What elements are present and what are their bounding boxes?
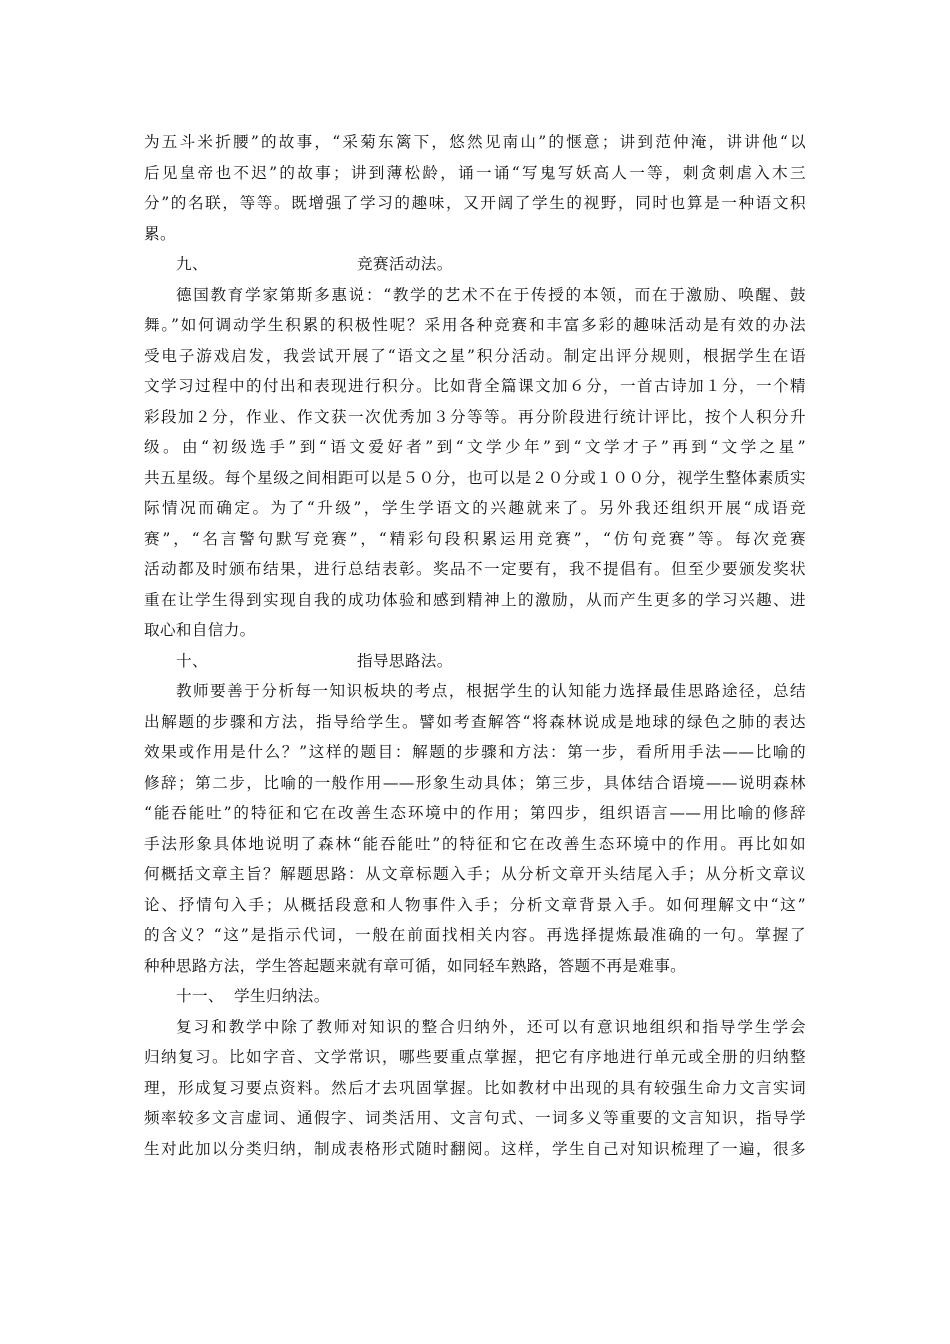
section-title: 指导思路法。 <box>357 651 453 670</box>
paragraph-line: 际情况而确定。为了“升级”，学生学语文的兴趣就来了。另外我还组织开展“成语竞 <box>144 499 806 517</box>
paragraph-line: 德国教育学家第斯多惠说：“教学的艺术不在于传授的本领，而在于激励、唤醒、鼓 <box>176 285 806 304</box>
paragraph-line: 归纳复习。比如字音、文学常识，哪些要重点掌握，把它有序地进行单元或全册的归纳整 <box>144 1048 806 1066</box>
paragraph-line: 赛”，“名言警句默写竞赛”，“精彩句段积累运用竞赛”，“仿句竞赛”等。每次竞赛 <box>144 529 806 548</box>
paragraph-line: 分”的名联，等等。既增强了学习的趣味，又开阔了学生的视野，同时也算是一种语文积 <box>144 194 806 212</box>
section-heading-10 <box>144 646 806 677</box>
paragraph-line: 舞。”如何调动学生积累的积极性呢？采用各种竞赛和丰富多彩的趣味活动是有效的办法 <box>144 316 806 334</box>
paragraph-line: 后见皇帝也不迟”的故事；讲到薄松龄，诵一诵“写鬼写妖高人一等，刺贪刺虐入木三 <box>144 163 806 182</box>
section-title: 竞赛活动法。 <box>357 255 453 273</box>
paragraph-line: 修辞；第二步，比喻的一般作用——形象生动具体；第三步，具体结合语境——说明森林 <box>144 773 806 792</box>
paragraph-line: 重在让学生得到实现自我的成功体验和感到精神上的激励，从而产生更多的学习兴趣、进 <box>144 590 806 609</box>
paragraph-line: 受电子游戏启发，我尝试开展了“语文之星”积分活动。制定出评分规则，根据学生在语 <box>144 346 806 365</box>
paragraph-line: 的含义？“这”是指示代词，一般在前面找相关内容。再选择提炼最准确的一句。掌握了 <box>144 926 806 944</box>
paragraph-line: 为五斗米折腰”的故事，“采菊东篱下，悠然见南山”的惬意；讲到范仲淹，讲讲他“以 <box>144 133 806 151</box>
paragraph-line: 累。 <box>144 224 176 243</box>
paragraph-line: 活动都及时颁布结果，进行总结表彰。奖品不一定要有，我不提倡有。但至少要颁发奖状 <box>144 560 806 578</box>
section-number: 十、 <box>176 651 208 670</box>
paragraph-line: 出解题的步骤和方法，指导给学生。譬如考查解答“将森林说成是地球的绿色之肺的表达 <box>144 712 806 731</box>
paragraph-line: 取心和自信力。 <box>144 621 256 639</box>
paragraph-line: 效果或作用是什么？”这样的题目：解题的步骤和方法：第一步，看所用手法——比喻的 <box>144 743 806 761</box>
paragraph-line: 频率较多文言虚词、通假字、词类活用、文言句式、一词多义等重要的文言知识，指导学 <box>144 1109 806 1127</box>
section-heading-11 <box>144 981 806 1012</box>
paragraph-line: 手法形象具体地说明了森林“能吞能吐”的特征和它在改善生态环境中的作用。再比如如 <box>144 834 806 853</box>
document-body <box>144 127 806 1164</box>
section-number: 九、 <box>176 255 208 273</box>
paragraph-line: 复习和教学中除了教师对知识的整合归纳外，还可以有意识地组织和指导学生学会 <box>176 1017 806 1036</box>
paragraph-line: 彩段加２分，作业、作文获一次优秀加３分等等。再分阶段进行统计评比，按个人积分升 <box>144 407 806 426</box>
paragraph-line: “能吞能吐”的特征和它在改善生态环境中的作用；第四步，组织语言——用比喻的修辞 <box>144 804 806 822</box>
paragraph-line: 论、抒情句入手；从概括段意和人物事件入手；分析文章背景入手。如何理解文中“这” <box>144 895 806 914</box>
section-title: 学生归纳法。 <box>234 987 330 1005</box>
paragraph-line: 生对此加以分类归纳，制成表格形式随时翻阅。这样，学生自己对知识梳理了一遍，很多 <box>144 1139 806 1158</box>
section-number: 十一、 <box>176 987 224 1005</box>
section-heading-9 <box>144 249 806 280</box>
paragraph-line: 文学习过程中的付出和表现进行积分。比如背全篇课文加６分，一首古诗加１分，一个精 <box>144 377 806 395</box>
paragraph-line: 何概括文章主旨？解题思路：从文章标题入手；从分析文章开头结尾入手；从分析文章议 <box>144 865 806 883</box>
paragraph-line: 种种思路方法，学生答起题来就有章可循，如同轻车熟路，答题不再是难事。 <box>144 956 687 975</box>
paragraph-line: 共五星级。每个星级之间相距可以是５０分，也可以是２０分或１００分，视学生整体素质实 <box>144 468 806 487</box>
paragraph-line: 教师要善于分析每一知识板块的考点，根据学生的认知能力选择最佳思路途径，总结 <box>176 682 806 700</box>
paragraph-line: 级。由“初级选手”到“语文爱好者”到“文学少年”到“文学才子”再到“文学之星” <box>144 438 806 456</box>
paragraph-line: 理，形成复习要点资料。然后才去巩固掌握。比如教材中出现的具有较强生命力文言实词 <box>144 1078 806 1097</box>
